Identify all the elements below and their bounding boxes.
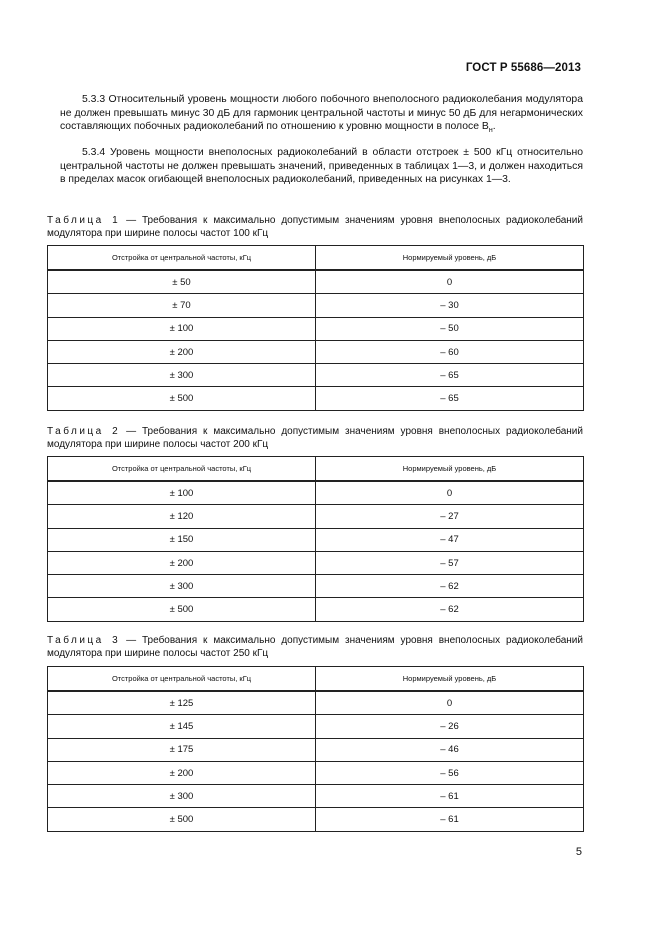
offset-cell: ± 200: [48, 551, 316, 574]
offset-cell: ± 50: [48, 270, 316, 294]
offset-cell: ± 125: [48, 691, 316, 715]
table-label: Таблица 2: [47, 426, 121, 437]
level-cell: – 62: [316, 598, 584, 621]
table-row: [48, 785, 584, 808]
table-row: [48, 364, 584, 387]
table-3-caption: [47, 634, 583, 661]
table-row: [48, 738, 584, 761]
column-header-offset: Отстройка от центральной частоты, кГц: [48, 246, 316, 271]
offset-cell: ± 100: [48, 317, 316, 340]
column-header-level: Нормируемый уровень, дБ: [316, 457, 584, 482]
column-header-level: Нормируемый уровень, дБ: [316, 246, 584, 271]
table-row: [48, 551, 584, 574]
level-cell: 0: [316, 270, 584, 294]
offset-cell: ± 300: [48, 785, 316, 808]
level-cell: – 56: [316, 761, 584, 784]
level-cell: 0: [316, 481, 584, 505]
offset-cell: ± 175: [48, 738, 316, 761]
level-cell: – 61: [316, 785, 584, 808]
table-row: [48, 505, 584, 528]
table-row: [48, 340, 584, 363]
table-2-caption: [47, 425, 583, 452]
table-row: [48, 761, 584, 784]
table-row: [48, 528, 584, 551]
level-cell: – 57: [316, 551, 584, 574]
offset-cell: ± 145: [48, 715, 316, 738]
table-row: [48, 575, 584, 598]
column-header-level: Нормируемый уровень, дБ: [316, 667, 584, 692]
level-cell: – 47: [316, 528, 584, 551]
offset-cell: ± 500: [48, 598, 316, 621]
level-cell: – 61: [316, 808, 584, 831]
offset-cell: ± 300: [48, 364, 316, 387]
offset-cell: ± 500: [48, 808, 316, 831]
level-cell: – 62: [316, 575, 584, 598]
level-cell: – 65: [316, 364, 584, 387]
table-row: [48, 481, 584, 505]
offset-cell: ± 300: [48, 575, 316, 598]
column-header-offset: Отстройка от центральной частоты, кГц: [48, 457, 316, 482]
offset-cell: ± 120: [48, 505, 316, 528]
level-cell: – 30: [316, 294, 584, 317]
table-row: [48, 715, 584, 738]
offset-cell: ± 150: [48, 528, 316, 551]
table-3: [47, 666, 584, 832]
page-number: 5: [575, 846, 582, 858]
offset-cell: ± 100: [48, 481, 316, 505]
table-row: [48, 808, 584, 831]
table-label: Таблица 3: [47, 635, 121, 646]
table-1-caption: [47, 214, 583, 241]
level-cell: – 26: [316, 715, 584, 738]
paragraph-5-3-4: [60, 146, 583, 187]
paragraph-text: 5.3.3 Относительный уровень мощности любого побочного внеполосного радиоколебания модулятора не должен превышать минус 30 дБ для гармоник центральной частоты и минус 50 дБ для негармонических составляющих побочных радиоколебаний по отношению к уровню мощности в полосе В: [60, 94, 583, 133]
level-cell: – 50: [316, 317, 584, 340]
table-title: — Требования к максимально допустимым значениям уровня внеполосных радиоколебаний модулятора при ширине полосы частот 100 кГц: [47, 215, 583, 240]
offset-cell: ± 200: [48, 340, 316, 363]
offset-cell: ± 200: [48, 761, 316, 784]
level-cell: – 65: [316, 387, 584, 410]
table-row: [48, 270, 584, 294]
level-cell: – 27: [316, 505, 584, 528]
table-title: — Требования к максимально допустимым значениям уровня внеполосных радиоколебаний модулятора при ширине полосы частот 200 кГц: [47, 426, 583, 451]
document-standard-number: ГОСТ Р 55686—2013: [465, 62, 581, 74]
table-1: [47, 245, 584, 411]
table-2: [47, 456, 584, 622]
table-row: [48, 294, 584, 317]
table-label: Таблица 1: [47, 215, 121, 226]
paragraph-end: .: [492, 121, 496, 133]
table-row: [48, 598, 584, 621]
offset-cell: ± 70: [48, 294, 316, 317]
table-row: [48, 317, 584, 340]
offset-cell: ± 500: [48, 387, 316, 410]
column-header-offset: Отстройка от центральной частоты, кГц: [48, 667, 316, 692]
subscript: н: [488, 127, 493, 135]
level-cell: 0: [316, 691, 584, 715]
level-cell: – 46: [316, 738, 584, 761]
level-cell: – 60: [316, 340, 584, 363]
paragraph-text: 5.3.4 Уровень мощности внеполосных радиоколебаний в области отстроек ± 500 кГц относительно центральной частоты не должен превышать значений, приведенных в таблицах 1—3, и должен находиться в пределах масок огибающей внеполосных радиоколебаний, приведенных на рисунках 1—3.: [60, 147, 583, 186]
table-title: — Требования к максимально допустимым значениям уровня внеполосных радиоколебаний модулятора при ширине полосы частот 250 кГц: [47, 635, 583, 660]
paragraph-5-3-3: [60, 93, 583, 138]
table-row: [48, 691, 584, 715]
table-row: [48, 387, 584, 410]
